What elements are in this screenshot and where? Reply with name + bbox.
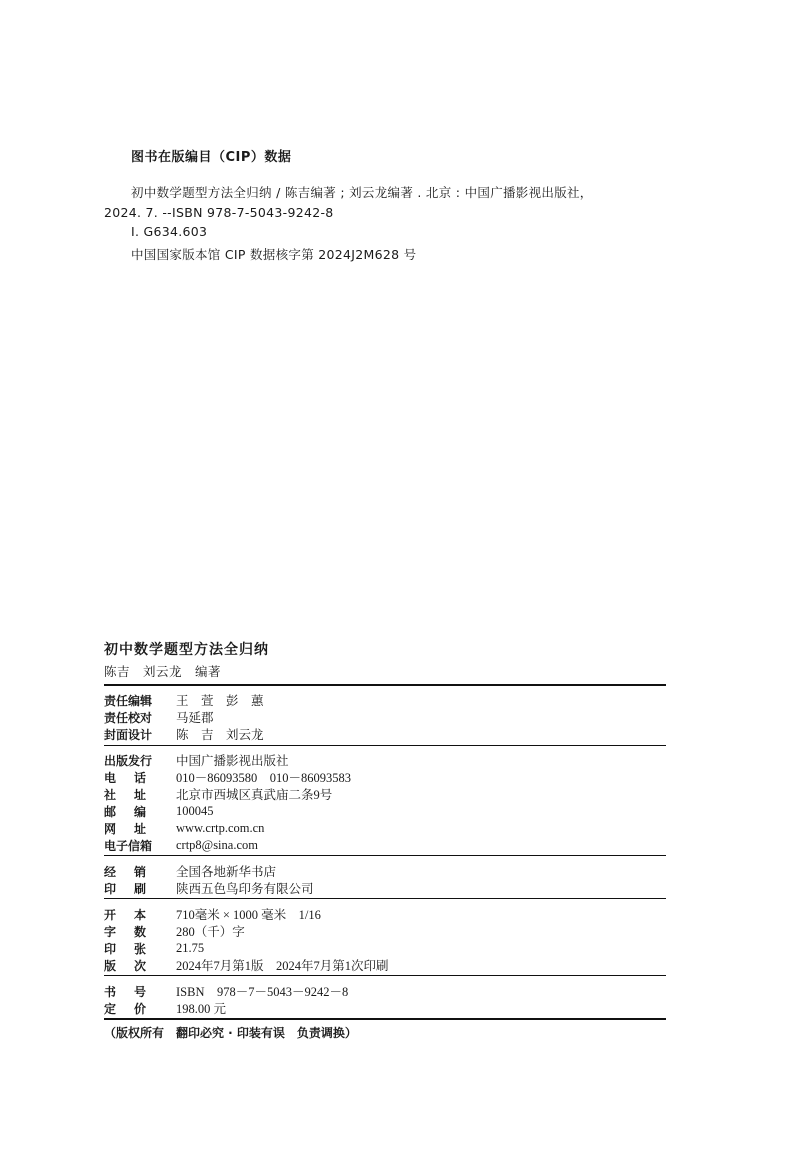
cip-line-3: Ⅰ. G634.603: [131, 224, 208, 239]
cip-line-2: 2024. 7. --ISBN 978-7-5043-9242-8: [104, 205, 334, 220]
row-value: 280（千）字: [176, 925, 245, 939]
row-value: 100045: [176, 803, 214, 818]
row-value: 010－86093580 010－86093583: [176, 771, 352, 785]
colophon-row: [104, 879, 314, 897]
book-title: 初中数学题型方法全归纳: [104, 642, 269, 658]
row-value: 全国各地新华书店: [176, 865, 277, 879]
row-label: 开本: [104, 907, 165, 922]
row-value: 21.75: [176, 940, 205, 955]
colophon-row: [104, 982, 348, 1000]
cip-line-4: 中国国家版本馆 CIP 数据核字第 2024J2M628 号: [131, 247, 417, 262]
row-label: 字数: [104, 924, 165, 939]
colophon-row: [104, 999, 226, 1017]
colophon-row: [104, 751, 289, 769]
row-label: 邮编: [104, 804, 165, 819]
row-value: 王 萱 彭 蕙: [176, 694, 264, 708]
row-label: 印刷: [104, 881, 165, 896]
row-value: 马延郡: [176, 711, 214, 725]
rule-divider: [104, 745, 666, 746]
row-value: 中国广播影视出版社: [176, 754, 289, 768]
rule-top: [104, 684, 666, 686]
cip-heading: 图书在版编目（CIP）数据: [131, 150, 292, 165]
row-value: 陈 吉 刘云龙: [176, 728, 264, 742]
rule-divider: [104, 855, 666, 856]
colophon-row: [104, 819, 264, 837]
row-value: 2024年7月第1版 2024年7月第1次印刷: [176, 959, 389, 973]
rule-divider: [104, 975, 666, 976]
rule-bottom: [104, 1018, 666, 1020]
row-value: 北京市西城区真武庙二条9号: [176, 788, 333, 802]
row-label: 经销: [104, 864, 165, 879]
row-value: 710毫米 × 1000 毫米 1/16: [176, 908, 321, 922]
row-value: 陕西五色鸟印务有限公司: [176, 882, 314, 896]
colophon-row: [104, 768, 351, 786]
row-label: 电话: [104, 770, 165, 785]
row-value: crtp8@sina.com: [176, 837, 258, 852]
row-label: 网址: [104, 821, 165, 836]
row-label: 书号: [104, 984, 165, 999]
row-label: 出版发行: [104, 753, 153, 768]
colophon-row: [104, 836, 258, 854]
colophon-row: [104, 939, 204, 957]
row-value: www.crtp.com.cn: [176, 820, 265, 835]
colophon-row: [104, 956, 389, 974]
colophon-row: [104, 708, 214, 726]
book-authors: 陈吉 刘云龙 编著: [104, 664, 222, 679]
row-label: 电子信箱: [104, 838, 153, 853]
row-label: 责任校对: [104, 710, 153, 725]
colophon-row: [104, 905, 321, 923]
row-label: 定价: [104, 1001, 165, 1016]
colophon-row: [104, 922, 245, 940]
cip-line-1: 初中数学题型方法全归纳 / 陈吉编著 ; 刘云龙编著 . 北京 : 中国广播影视出版社，: [131, 185, 593, 200]
row-value: 198.00 元: [176, 1002, 227, 1016]
row-label: 版次: [104, 958, 165, 973]
rule-divider: [104, 898, 666, 899]
colophon-row: [104, 691, 264, 709]
row-value: ISBN 978－7－5043－9242－8: [176, 985, 349, 999]
row-label: 社址: [104, 787, 165, 802]
colophon-row: [104, 862, 276, 880]
colophon-row: [104, 725, 264, 743]
colophon-row: [104, 785, 332, 803]
colophon-row: [104, 802, 214, 820]
row-label: 印张: [104, 941, 165, 956]
row-label: 责任编辑: [104, 693, 153, 708]
row-label: 封面设计: [104, 727, 153, 742]
copyright-notice: （版权所有 翻印必究 · 印装有误 负责调换）: [104, 1026, 357, 1040]
